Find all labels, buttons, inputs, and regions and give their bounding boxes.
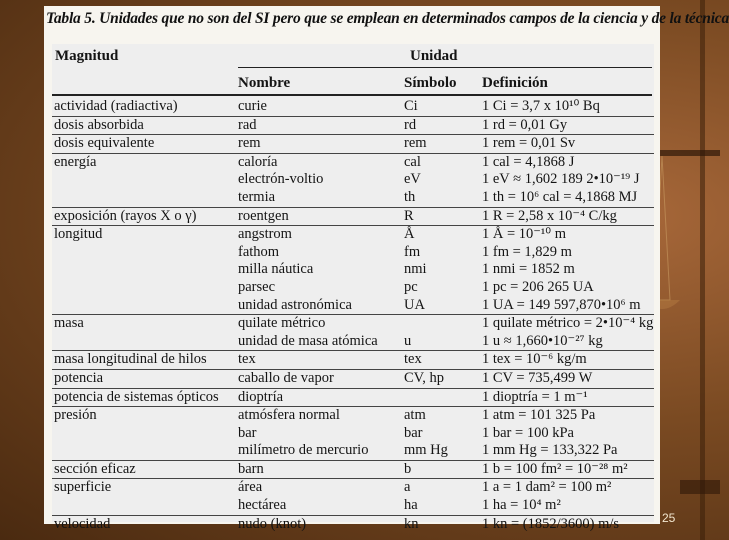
table-row — [52, 297, 654, 315]
cell-definicion: 1 kn = (1852/3600) m/s — [482, 515, 620, 532]
cell-simbolo: nmi — [404, 261, 427, 278]
cell-magnitud: longitud — [54, 226, 103, 243]
cell-simbolo: mm Hg — [404, 442, 448, 459]
cell-nombre: rad — [238, 116, 257, 133]
cell-definicion: 1 fm = 1,829 m — [482, 243, 572, 260]
cell-nombre: milímetro de mercurio — [238, 442, 369, 459]
cell-simbolo: CV, hp — [404, 369, 445, 386]
table-row — [52, 207, 654, 226]
table-row — [52, 314, 654, 333]
cell-simbolo: rd — [404, 116, 417, 133]
page-number: 25 — [662, 511, 676, 525]
cell-definicion: 1 bar = 100 kPa — [482, 424, 574, 441]
cell-simbolo: th — [404, 188, 416, 205]
cell-magnitud: superficie — [54, 479, 112, 496]
table-row — [52, 515, 654, 534]
cell-magnitud: velocidad — [54, 515, 111, 532]
cell-definicion: 1 a = 1 dam² = 100 m² — [482, 479, 612, 496]
table-row — [52, 244, 654, 262]
table-row — [52, 225, 654, 244]
cell-nombre: nudo (knot) — [238, 515, 307, 532]
cell-simbolo: R — [404, 207, 414, 224]
cell-definicion: 1 ha = 10⁴ m² — [482, 497, 561, 514]
cell-nombre: rem — [238, 135, 261, 152]
cell-definicion: 1 CV = 735,499 W — [482, 369, 593, 386]
cell-definicion: 1 quilate métrico = 2•10⁻⁴ kg — [482, 315, 654, 332]
table-row — [52, 442, 654, 460]
table-body — [52, 98, 654, 533]
cell-nombre: hectárea — [238, 497, 287, 514]
cell-definicion: 1 cal = 4,1868 J — [482, 153, 575, 170]
cell-definicion: 1 UA = 149 597,870•10⁶ m — [482, 296, 641, 313]
table-row — [52, 350, 654, 369]
table-row — [52, 134, 654, 153]
cell-magnitud: masa longitudinal de hilos — [54, 351, 207, 368]
cell-definicion: 1 pc = 206 265 UA — [482, 278, 594, 295]
table-row — [52, 189, 654, 207]
cell-definicion: 1 Ci = 3,7 x 10¹⁰ Bq — [482, 98, 600, 114]
cell-magnitud: masa — [54, 315, 84, 332]
cell-simbolo: Ci — [404, 98, 418, 114]
cell-simbolo: u — [404, 332, 412, 349]
cell-nombre: milla náutica — [238, 261, 314, 278]
header-definicion: Definición — [482, 75, 548, 91]
cell-definicion: 1 R = 2,58 x 10⁻⁴ C/kg — [482, 207, 617, 224]
cell-nombre: unidad astronómica — [238, 296, 352, 313]
cell-definicion: 1 tex = 10⁻⁶ kg/m — [482, 351, 587, 368]
cell-simbolo: atm — [404, 407, 426, 424]
cell-magnitud: presión — [54, 407, 97, 424]
table-row — [52, 369, 654, 388]
cell-simbolo: UA — [404, 296, 425, 313]
cell-magnitud: potencia de sistemas ópticos — [54, 388, 219, 405]
cell-definicion: 1 b = 100 fm² = 10⁻²⁸ m² — [482, 460, 628, 477]
table-row — [52, 153, 654, 172]
cell-simbolo: cal — [404, 153, 421, 170]
cell-nombre: bar — [238, 424, 257, 441]
header-rule — [52, 94, 652, 96]
cell-simbolo: b — [404, 460, 412, 477]
cell-definicion: 1 dioptría = 1 m⁻¹ — [482, 388, 588, 405]
cell-nombre: área — [238, 479, 263, 496]
table-row — [52, 333, 654, 351]
table-row — [52, 171, 654, 189]
cell-simbolo: Å — [404, 226, 415, 243]
cell-nombre: electrón-voltio — [238, 171, 324, 188]
cell-definicion: 1 rem = 0,01 Sv — [482, 135, 576, 152]
cell-simbolo: bar — [404, 424, 423, 441]
cell-nombre: angstrom — [238, 226, 292, 243]
cell-nombre: caballo de vapor — [238, 369, 334, 386]
cell-magnitud: dosis equivalente — [54, 135, 155, 152]
table-row — [52, 116, 654, 135]
table-caption: Tabla 5. Unidades que no son del SI pero que se emplean en determinados campos de la ciencia y de la técnica — [46, 10, 729, 27]
cell-magnitud: sección eficaz — [54, 460, 136, 477]
header-unidad: Unidad — [410, 48, 458, 64]
cell-nombre: dioptría — [238, 388, 284, 405]
cell-nombre: unidad de masa atómica — [238, 332, 378, 349]
cell-simbolo: eV — [404, 171, 421, 188]
table-row — [52, 261, 654, 279]
table-row — [52, 406, 654, 425]
units-table — [52, 44, 654, 532]
table-row — [52, 425, 654, 443]
table-row — [52, 460, 654, 479]
slide-card — [44, 6, 729, 532]
cell-nombre: atmósfera normal — [238, 407, 340, 424]
table-row — [52, 497, 654, 515]
cell-simbolo: tex — [404, 351, 422, 368]
cell-definicion: 1 nmi = 1852 m — [482, 261, 575, 278]
cell-nombre: curie — [238, 98, 267, 114]
cell-definicion: 1 u ≈ 1,660•10⁻²⁷ kg — [482, 332, 603, 349]
table-row — [52, 388, 654, 407]
cell-simbolo: ha — [404, 497, 418, 514]
cell-nombre: roentgen — [238, 207, 289, 224]
header-nombre: Nombre — [238, 75, 291, 91]
table-row — [52, 279, 654, 297]
cell-nombre: tex — [238, 351, 256, 368]
cell-nombre: termia — [238, 188, 276, 205]
cell-nombre: caloría — [238, 153, 278, 170]
cell-nombre: quilate métrico — [238, 315, 326, 332]
cell-nombre: barn — [238, 460, 264, 477]
cell-simbolo: kn — [404, 515, 419, 532]
cell-magnitud: energía — [54, 153, 97, 170]
cell-magnitud: potencia — [54, 369, 104, 386]
cell-magnitud: exposición (rayos X o γ) — [54, 207, 197, 224]
cell-definicion: 1 th = 10⁶ cal = 4,1868 MJ — [482, 188, 638, 205]
cell-definicion: 1 rd = 0,01 Gy — [482, 116, 568, 133]
cell-definicion: 1 Å = 10⁻¹⁰ m — [482, 226, 566, 243]
cell-simbolo: rem — [404, 135, 427, 152]
cell-definicion: 1 mm Hg = 133,322 Pa — [482, 442, 618, 459]
cell-nombre: parsec — [238, 278, 276, 295]
header-magnitud: Magnitud — [55, 48, 119, 64]
cell-definicion: 1 atm = 101 325 Pa — [482, 407, 596, 424]
table-row — [52, 98, 654, 116]
cell-simbolo: fm — [404, 243, 421, 260]
cell-definicion: 1 eV ≈ 1,602 189 2•10⁻¹⁹ J — [482, 171, 640, 188]
table-row — [52, 478, 654, 497]
cell-magnitud: dosis absorbida — [54, 116, 144, 133]
unidad-rule — [238, 67, 652, 68]
cell-simbolo: a — [404, 479, 411, 496]
cell-magnitud: actividad (radiactiva) — [54, 98, 178, 114]
cell-nombre: fathom — [238, 243, 280, 260]
header-simbolo: Símbolo — [404, 75, 457, 91]
cell-simbolo: pc — [404, 278, 418, 295]
